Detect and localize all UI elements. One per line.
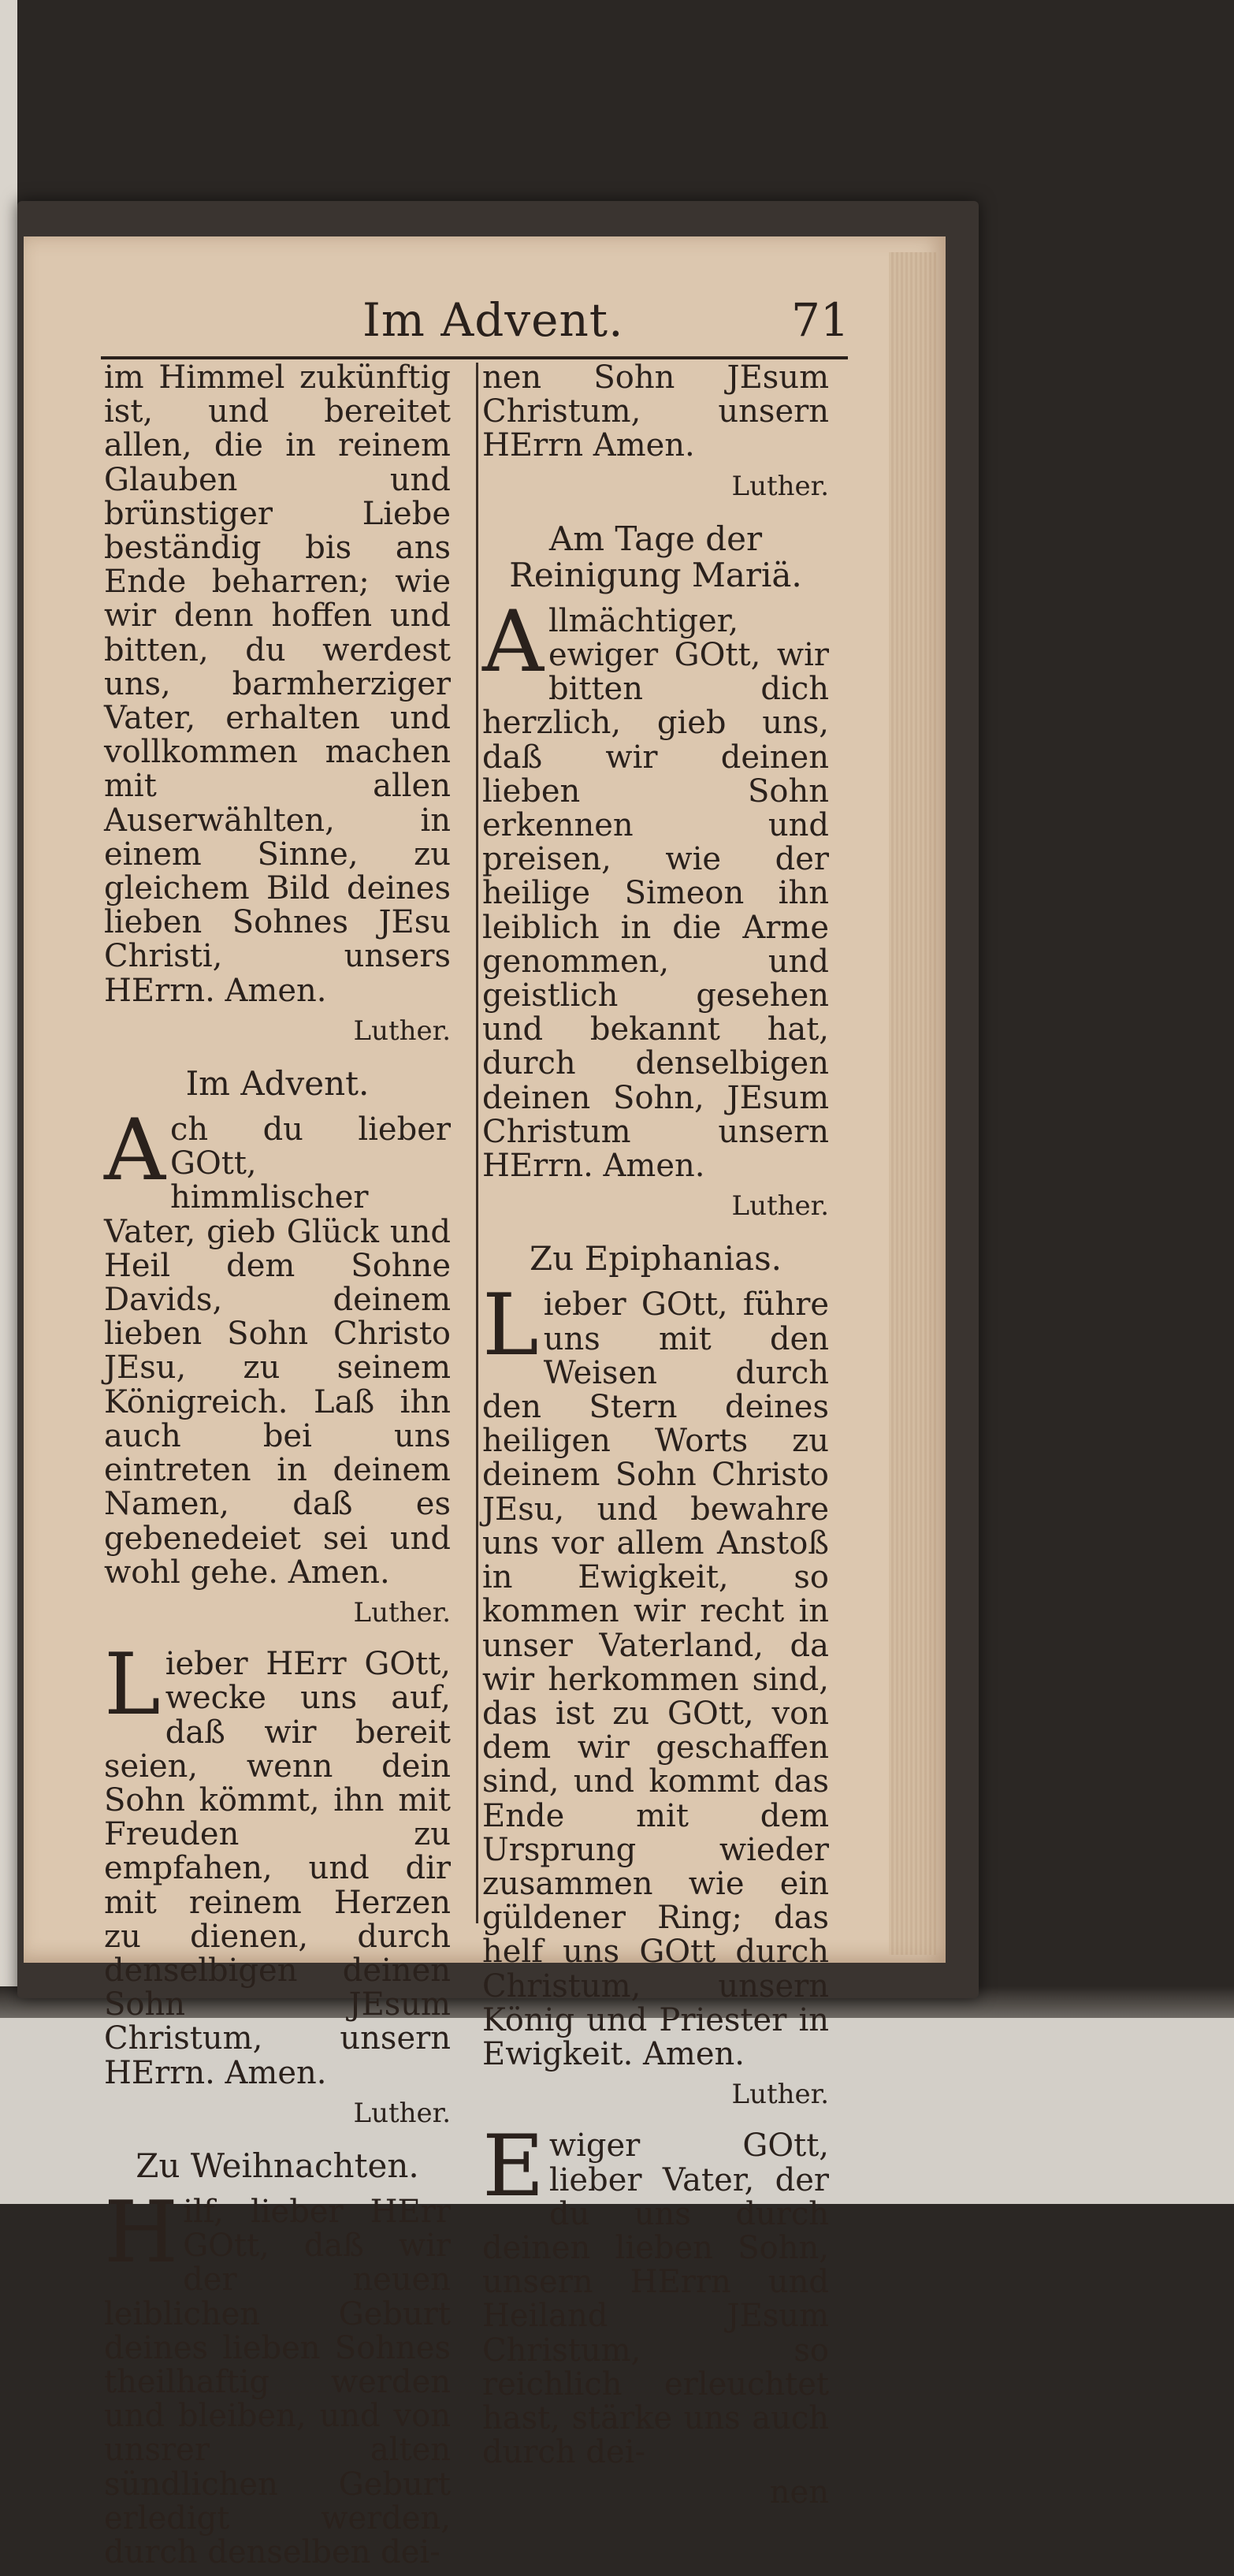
catchword: nen	[769, 2474, 829, 2511]
attribution: Luther.	[731, 470, 829, 502]
attribution: Luther.	[731, 1190, 829, 1223]
drop-cap: E	[482, 2117, 545, 2217]
left-column	[104, 361, 451, 2576]
prayer-text	[104, 1636, 451, 2091]
prayer-body: wiger GOtt, lieber Vater, der du uns durch deinen lieben Sohn, unsern HErrn und Heiland JEsum Christum, so reichlich erleuchtet hast, stärke uns auch durch dei-	[482, 2127, 829, 2471]
running-head: Im Advent.	[362, 293, 624, 347]
column-divider	[476, 363, 478, 1923]
right-column	[482, 361, 829, 2511]
section-heading: Zu Epiphanias.	[530, 1239, 782, 1279]
drop-cap: L	[482, 1276, 539, 1375]
prayer-text	[482, 592, 829, 1185]
drop-cap: A	[104, 1101, 165, 1201]
section-heading: Im Advent.	[185, 1064, 370, 1104]
section-heading: Am Tage der Reinigung Mariä.	[509, 519, 802, 594]
prayer-text	[482, 2117, 829, 2471]
page-edges	[889, 252, 936, 1955]
prayer-body: ilf, lieber HErr GOtt, daß wir der neuen leiblichen Geburt deines lieben Sohnes theilhaftig werden und bleiben, und von unsrer alten sündlichen Geburt erledigt werden, durch denselben dei-	[104, 2193, 451, 2570]
prayer-text	[482, 1276, 829, 2072]
page-number: 71	[791, 293, 849, 347]
drop-cap: A	[482, 592, 544, 691]
prayer-text: nen Sohn JEsum Christum, unsern HErrn Amen.	[482, 359, 829, 464]
prayer-body: ch du lieber GOtt, himmlischer Vater, gieb Glück und Heil dem Sohne Davids, deinem lieben Sohn Christo JEsu, zu seinem Königreich. Laß ihn auch bei uns eintreten in deinem Namen, daß es gebenedeiet sei und wohl gehe. Amen.	[104, 1111, 451, 1591]
section-heading: Zu Weihnachten.	[136, 2146, 419, 2185]
drop-cap: H	[104, 2183, 179, 2282]
prayer-text: im Himmel zukünftig ist, und bereitet allen, die in reinem Glauben und brünstiger Liebe beständig bis ans Ende beharren; wie wir denn hoffen und bitten, du werdest uns, barmherziger Vater, erhalten und vollkommen machen mit allen Auserwählten, in einem Sinne, zu gleichem Bild deines lieben Sohnes JEsu Christi, unsers HErrn. Amen.	[104, 359, 451, 1009]
attribution: Luther.	[353, 2097, 451, 2129]
prayer-text	[104, 2183, 451, 2570]
drop-cap: L	[104, 1636, 161, 1735]
prayer-body: ieber HErr GOtt, wecke uns auf, daß wir bereit seien, wenn dein Sohn kömmt, ihn mit Freuden zu empfahen, und dir mit reinem Herzen zu dienen, durch denselbigen deinen Sohn JEsum Christum, unsern HErrn. Amen.	[104, 1646, 451, 2091]
attribution: Luther.	[731, 2079, 829, 2111]
attribution: Luther.	[353, 1596, 451, 1629]
prayer-text	[104, 1101, 451, 1591]
prayer-body: llmächtiger, ewiger GOtt, wir bitten dich herzlich, gieb uns, daß wir deinen lieben Sohn erkennen und preisen, wie der heilige Simeon ihn leiblich in die Arme genommen, und geistlich gesehen und bekannt hat, durch denselbigen deinen Sohn, JEsum Christum unsern HErrn. Amen.	[482, 602, 829, 1185]
background-left-edge	[0, 0, 17, 2204]
attribution: Luther.	[353, 1014, 451, 1047]
prayer-body: ieber GOtt, führe uns mit den Weisen durch den Stern deines heiligen Worts zu deinem Sohn Christo JEsu, und bewahre uns vor allem Anstoß in Ewigkeit, so kommen wir recht in unser Vaterland, da wir herkommen sind, das ist zu GOtt, von dem wir geschaffen sind, und kommt das Ende mit dem Ursprung wieder zusammen wie ein güldener Ring; das helf uns GOtt durch Christum, unsern König und Priester in Ewigkeit. Amen.	[482, 1286, 829, 2072]
